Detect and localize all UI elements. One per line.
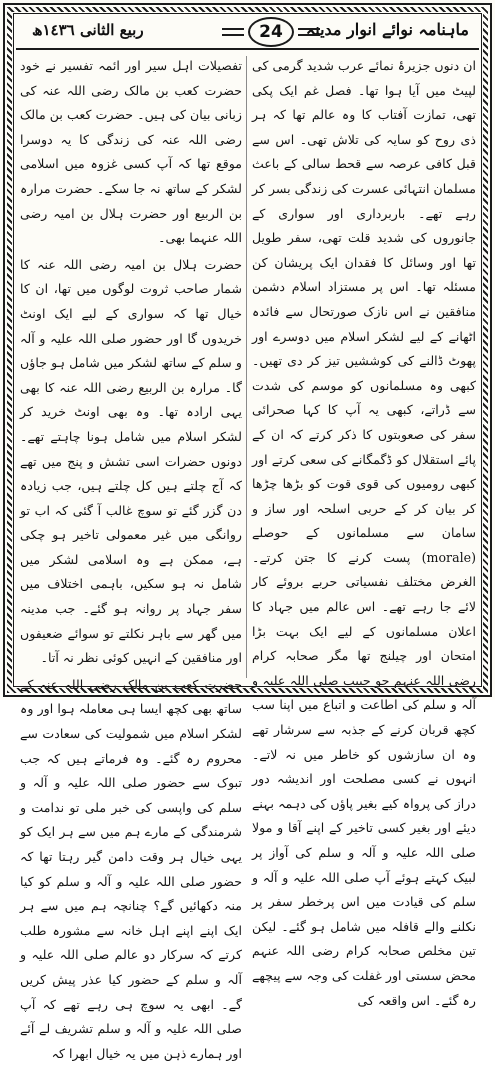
column-divider bbox=[246, 56, 247, 678]
page-number-badge bbox=[248, 17, 294, 47]
paragraph: حضرت کعب بن مالک رضی اللہ عنہ کے ساتھ بھی کچھ ایسا ہی معاملہ ہوا اور وہ لشکر اسلام میں شمولیت کی سعادت سے محروم رہ گئے۔ وہ فرماتے ہیں کہ جب تبوک سے حضور صلی اللہ علیہ و آلہ و سلم کی واپسی کی خبر ملی تو ندامت و شرمندگی کے مارے ہم میں سے ہر ایک کو یہی خیال ہر وقت دامن گیر رہتا تھا کہ حضور صلی اللہ علیہ و آلہ و سلم کو کیا منہ دکھائیں گے؟ چنانچہ ہم میں سے ہر ایک اپنے اپنے اہل خانہ سے مشورہ طلب کرتے کہ سرکار دو عالم صلی اللہ علیہ و آلہ و سلم کے حضور کیا عذر پیش کریں گے۔ ابھی یہ سوچ ہی رہے تھے کہ آپ صلی اللہ علیہ و آلہ و سلم تشریف لے آئے اور ہمارے ذہن میں یہ خیال ابھرا کہ bbox=[20, 676, 242, 1061]
text-column-right bbox=[252, 54, 476, 1008]
page-number: 24 bbox=[259, 22, 283, 42]
page-header bbox=[16, 16, 479, 50]
paragraph: ان دنوں جزیرۂ نمائے عرب شدید گرمی کی لپیٹ میں آیا ہوا تھا۔ فصل غم ایک پکی تھی، تمازت آفتاب کا وہ عالم تھا کہ ہر ذی روح کو سایہ کی تلاش تھی۔ اس سے قبل کافی عرصہ سے قحط سالی کے باعث مسلمان انتہائی عسرت کی زندگی بسر کر رہے تھے۔ باربرداری اور سواری کے جانوروں کی شدید قلت تھی، سفر طویل تھا اور وسائل کا فقدان ایک پریشان کن مسئلہ تھا۔ اس پر مستزاد اسلام دشمن منافقین نے اس نازک صورتحال سے فائدہ اٹھانے کے لیے لشکر اسلام میں دوسرے اور پھوٹ ڈالنے کی کوششیں تیز کر دی تھیں۔ کبھی وہ مسلمانوں کو موسم کی شدت سے ڈراتے، کبھی یہ آپ کا کہا صحرائی سفر کی صعوبتوں کا ذکر کرتے کہ ان کے پائے استقلال کو ڈگمگانے کی سعی کرتے اور کبھی رومیوں کی قوی قوت کو بڑھا چڑھا کر بیان کر کے حربی اسلحہ اور ساز و سامان سے مسلمانوں کے حوصلے (morale) پست کرنے کا جتن کرتے۔ الغرض مختلف نفسیاتی حربے بروئے کار لائے جا رہے تھے۔ اس عالم میں جہاد کا اعلان مسلمانوں کے لیے ایک بہت بڑا امتحان اور چیلنج تھا مگر صحابہ کرام رضی اللہ عنہم جو حبیب صلی اللہ علیہ و آلہ و سلم کی اطاعت و اتباع میں اپنا سب کچھ قربان کرنے کے جذبہ سے سرشار تھے وہ ان سازشوں کو خاطر میں نہ لاتے۔ انہوں نے کسی مصلحت اور اندیشہ دور دراز کی پرواہ کیے بغیر پاؤں کی دہمہ بہنے دیئے اور بغیر کسی تاخیر کے اپنے آقا و مولا صلی اللہ علیہ و آلہ و سلم کی آواز پر لبیک کہتے ہوئے آپ صلی اللہ علیہ و آلہ و سلم کی قیادت میں اس پرخطر سفر پر نکلنے والے قافلہ میں شامل ہو گئے۔ لیکن تین مخلص صحابہ کرام رضی اللہ عنہم محض سستی اور غفلت کی وجہ سے پیچھے رہ گئے۔ اس واقعہ کی bbox=[252, 58, 476, 1008]
header-ornament-left bbox=[222, 28, 244, 36]
issue-date: ربیع الثانی ١٤٣٦ھ bbox=[32, 21, 144, 39]
magazine-title: ماہنامہ نوائے انوار مدینہ bbox=[305, 20, 469, 39]
text-column-left bbox=[20, 54, 242, 1061]
header-ornament-right bbox=[298, 28, 320, 36]
paragraph: تفصیلات اہل سیر اور ائمہ تفسیر نے خود حضرت کعب بن مالک رضی اللہ عنہ کی زبانی بیان کی ہیں۔ حضرت کعب بن مالک رضی اللہ عنہ کی زندگی کا یہ دوسرا موقع تھا کہ آپ کسی غزوہ میں اسلامی لشکر کے ساتھ نہ جا سکے۔ حضرت مرارہ بن الربیع اور حضرت ہلال بن امیہ رضی اللہ عنہما بھی۔ bbox=[20, 58, 242, 246]
header-divider bbox=[16, 48, 479, 50]
paragraph: حضرت ہلال بن امیہ رضی اللہ عنہ کا شمار صاحب ثروت لوگوں میں تھا، ان کا خیال تھا کہ سواری کے لیے ایک اونٹ خریدوں گا اور حضور صلی اللہ علیہ و آلہ و سلم کے ساتھ لشکر میں شامل ہو جاؤں گا۔ مرارہ بن الربیع رضی اللہ عنہ کا بھی یہی ارادہ تھا۔ وہ بھی اونٹ خرید کر لشکر اسلام میں شامل ہونا چاہتے تھے۔ دونوں حضرات اسی تشش و پنج میں تھے کہ آج چلتے ہیں کل چلتے ہیں، جب زیادہ دن گزر گئے تو سوچ غالب آ گئی کہ اب تو روانگی میں غیر معمولی تاخیر ہو چکی ہے، ممکن ہے وہ اسلامی لشکر میں شامل نہ ہو سکیں، باہمی اختلاف میں سفر جہاد پر روانہ ہو گئے۔ جب مدینہ میں گھر سے باہر نکلتے تو سوائے ضعیفوں اور منافقین کے انہیں کوئی نظر نہ آتا۔ bbox=[20, 256, 242, 666]
